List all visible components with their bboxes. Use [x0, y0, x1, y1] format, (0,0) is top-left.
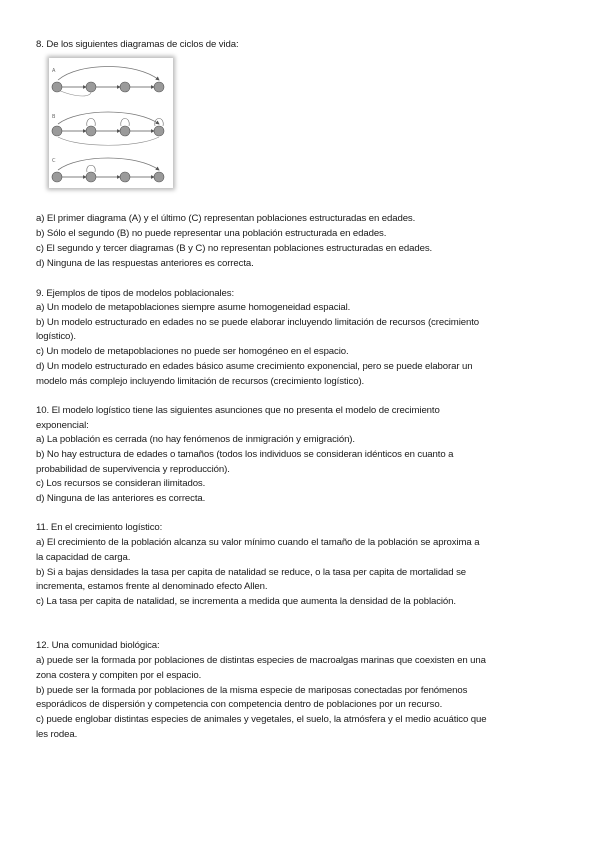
q10-line: d) Ninguna de las anteriores es correcta. — [36, 493, 206, 504]
node-b2 — [86, 126, 96, 136]
q12-line: les rodea. — [36, 729, 78, 740]
q9-line: d) Un modelo estructurado en edades básico asume crecimiento exponencial, pero se puede elaborar un — [36, 361, 473, 372]
diagram-c — [52, 158, 164, 182]
q8-option-c: c) El segundo y tercer diagramas (B y C) no representan poblaciones estructuradas en edades. — [36, 243, 433, 254]
q9-line: b) Un modelo estructurado en edades no se puede elaborar incluyendo limitación de recursos (crecimiento — [36, 317, 479, 328]
q11-line: c) La tasa per capita de natalidad, se incrementa a medida que aumenta la densidad de la población. — [36, 596, 456, 607]
diagram-a-label: A — [52, 68, 56, 74]
node-a4 — [154, 82, 164, 92]
node-b1 — [52, 126, 62, 136]
node-c2 — [86, 172, 96, 182]
q12-line: esporádicos de dispersión y competencia con competencia dentro de poblaciones por un recurso. — [36, 699, 443, 710]
diagram-b — [52, 112, 164, 145]
node-a3 — [120, 82, 130, 92]
life-cycle-diagrams — [49, 58, 173, 188]
q8-option-d: d) Ninguna de las respuestas anteriores es correcta. — [36, 258, 254, 269]
node-c4 — [154, 172, 164, 182]
q8-option-a: a) El primer diagrama (A) y el último (C) representan poblaciones estructuradas en edades. — [36, 213, 416, 224]
q10-line: probabilidad de supervivencia y reproducción). — [36, 464, 230, 475]
q9-header: 9. Ejemplos de tipos de modelos poblacionales: — [36, 288, 235, 299]
diagram-b-label: B — [52, 114, 56, 120]
q10-line: a) La población es cerrada (no hay fenómenos de inmigración y emigración). — [36, 434, 355, 445]
q8-option-b: b) Sólo el segundo (B) no puede representar una población estructurada en edades. — [36, 228, 387, 239]
q9-line: logístico). — [36, 331, 76, 342]
q12-line: zona costera y compiten por el espacio. — [36, 670, 202, 681]
q10-line: b) No hay estructura de edades o tamaños (todos los individuos se consideran idénticos en cuanto a — [36, 449, 454, 460]
node-c1 — [52, 172, 62, 182]
q8-header: 8. De los siguientes diagramas de ciclos de vida: — [36, 39, 239, 50]
q11-line: b) Si a bajas densidades la tasa per capita de natalidad se reduce, o la tasa per capita de mortalidad se — [36, 567, 467, 578]
life-cycle-diagrams-figure — [49, 58, 173, 188]
q10-header: 10. El modelo logístico tiene las siguientes asunciones que no presenta el modelo de crecimiento — [36, 405, 440, 416]
q9-line: a) Un modelo de metapoblaciones siempre asume homogeneidad espacial. — [36, 302, 351, 313]
diagram-a — [52, 67, 164, 97]
q10-line: exponencial: — [36, 420, 89, 431]
q12-header: 12. Una comunidad biológica: — [36, 640, 160, 651]
node-b3 — [120, 126, 130, 136]
node-a1 — [52, 82, 62, 92]
q11-line: la capacidad de carga. — [36, 552, 131, 563]
q10-line: c) Los recursos se consideran ilimitados. — [36, 478, 206, 489]
q11-header: 11. En el crecimiento logístico: — [36, 522, 163, 533]
node-b4 — [154, 126, 164, 136]
q12-line: b) puede ser la formada por poblaciones de la misma especie de mariposas conectadas por fenómenos — [36, 685, 468, 696]
diagram-c-label: C — [52, 158, 56, 164]
q11-line: a) El crecimiento de la población alcanza su valor mínimo cuando el tamaño de la población se aproxima a — [36, 537, 480, 548]
q12-line: a) puede ser la formada por poblaciones de distintas especies de macroalgas marinas que coexisten en una — [36, 655, 486, 666]
node-a2 — [86, 82, 96, 92]
q9-line: c) Un modelo de metapoblaciones no puede ser homogéneo en el espacio. — [36, 346, 349, 357]
node-c3 — [120, 172, 130, 182]
q12-line: c) puede englobar distintas especies de animales y vegetales, el suelo, la atmósfera y el medio acuático que — [36, 714, 487, 725]
q9-line: modelo más complejo incluyendo limitación de recursos (crecimiento logístico). — [36, 376, 365, 387]
q11-line: incrementa, estamos frente al denominado efecto Allen. — [36, 581, 268, 592]
